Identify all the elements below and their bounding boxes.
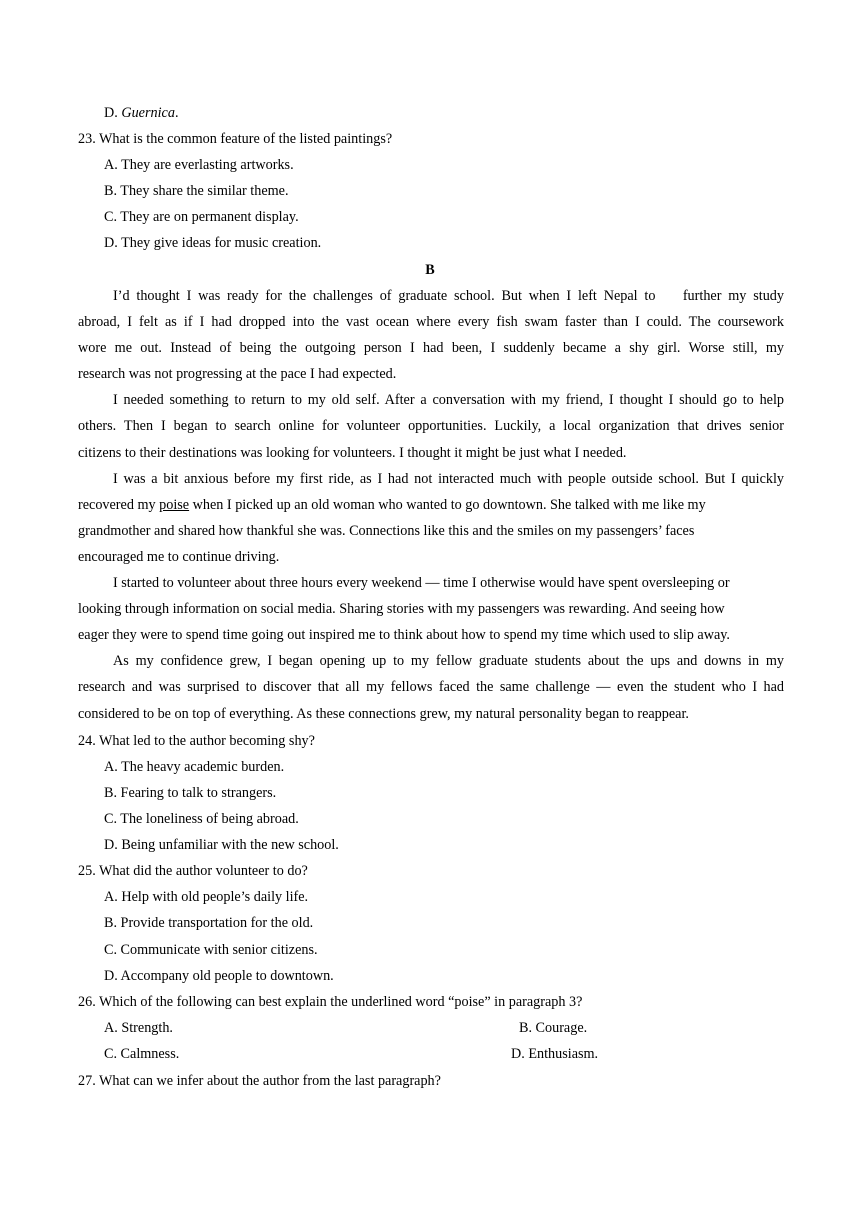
q25-option-c: C. Communicate with senior citizens.: [104, 942, 318, 958]
q24-option-c: C. The loneliness of being abroad.: [104, 811, 299, 827]
p4-line-2: looking through information on social media. Sharing stories with my passengers was rewarding. And seeing how: [78, 601, 725, 618]
p2-line-2: others. Then I began to search online for volunteer opportunities. Luckily, a local organization that drives senior: [78, 418, 784, 435]
q26-question: 26. Which of the following can best explain the underlined word “poise” in paragraph 3?: [78, 994, 583, 1010]
p5-line-3: considered to be on top of everything. As these connections grew, my natural personality began to reappear.: [78, 705, 689, 722]
passage: [78, 283, 784, 727]
q22-option-d: [104, 104, 178, 122]
p3-line-4: encouraged me to continue driving.: [78, 548, 280, 565]
p1-line-4: research was not progressing at the pace I had expected.: [78, 366, 397, 383]
q26-option-b: B. Courage.: [519, 1020, 588, 1036]
paragraph-5: [78, 648, 784, 726]
paragraph-3: [78, 466, 784, 570]
q23-question: 23. What is the common feature of the listed paintings?: [78, 131, 393, 147]
q22-option-d-title: Guernica: [121, 105, 175, 121]
q23-option-a: A. They are everlasting artworks.: [104, 157, 294, 173]
p4-line-1: I started to volunteer about three hours every weekend — time I otherwise would have spent oversleeping or: [113, 575, 730, 592]
p4-line-3: eager they were to spend time going out inspired me to think about how to spend my time which used to slip away.: [78, 627, 730, 644]
p1-line-2: abroad, I felt as if I had dropped into the vast ocean where every fish swam faster than I could. The coursework: [78, 314, 784, 331]
q26-option-c: C. Calmness.: [104, 1046, 180, 1062]
q24-option-a: A. The heavy academic burden.: [104, 759, 285, 775]
paragraph-4: [78, 570, 784, 648]
p3-line-2: [78, 492, 784, 518]
underlined-word-poise: poise: [159, 496, 190, 513]
p3-line-1: I was a bit anxious before my first ride, as I had not interacted much with people outside school. But I quickly: [113, 470, 784, 487]
paragraph-1: [78, 283, 784, 387]
q26-option-a: A. Strength.: [104, 1020, 173, 1036]
q25-option-a: A. Help with old people’s daily life.: [104, 889, 309, 905]
paragraph-2: [78, 387, 784, 465]
q24-option-b: B. Fearing to talk to strangers.: [104, 785, 277, 801]
p5-line-2: research and was surprised to discover that all my fellows faced the same challenge — even the student who I had: [78, 679, 784, 696]
p2-line-1: I needed something to return to my old self. After a conversation with my friend, I thought I should go to help: [113, 392, 784, 409]
q22-option-d-prefix: D.: [104, 105, 122, 121]
p1-line-1: I’d thought I was ready for the challenges of graduate school. But when I left Nepal to further my study: [113, 288, 784, 304]
section-b-heading: B: [425, 262, 435, 278]
p3-line-2-start: recovered my: [78, 496, 160, 513]
q23-option-b: B. They share the similar theme.: [104, 183, 289, 199]
q24-option-d: D. Being unfamiliar with the new school.: [104, 837, 339, 853]
p2-line-3: citizens to their destinations was looking for volunteers. I thought it might be just what I needed.: [78, 444, 627, 461]
p3-line-3: grandmother and shared how thankful she was. Connections like this and the smiles on my passengers’ faces: [78, 522, 695, 539]
q27-question: 27. What can we infer about the author from the last paragraph?: [78, 1073, 441, 1089]
q26-option-d: D. Enthusiasm.: [511, 1046, 599, 1062]
p5-line-1: As my confidence grew, I began opening up to my fellow graduate students about the ups and downs in my: [113, 653, 784, 670]
p1-line-3: wore me out. Instead of being the outgoing person I had been, I suddenly became a shy girl. Worse still, my: [78, 340, 784, 357]
p3-line-2-end: when I picked up an old woman who wanted to go downtown. She talked with me like my: [189, 496, 706, 513]
q23-option-c: C. They are on permanent display.: [104, 209, 299, 225]
q24-question: 24. What led to the author becoming shy?: [78, 733, 315, 749]
q25-option-b: B. Provide transportation for the old.: [104, 915, 314, 931]
q23-option-d: D. They give ideas for music creation.: [104, 235, 322, 251]
q25-option-d: D. Accompany old people to downtown.: [104, 968, 334, 984]
q25-question: 25. What did the author volunteer to do?: [78, 863, 308, 879]
q22-option-d-suffix: .: [174, 105, 179, 121]
